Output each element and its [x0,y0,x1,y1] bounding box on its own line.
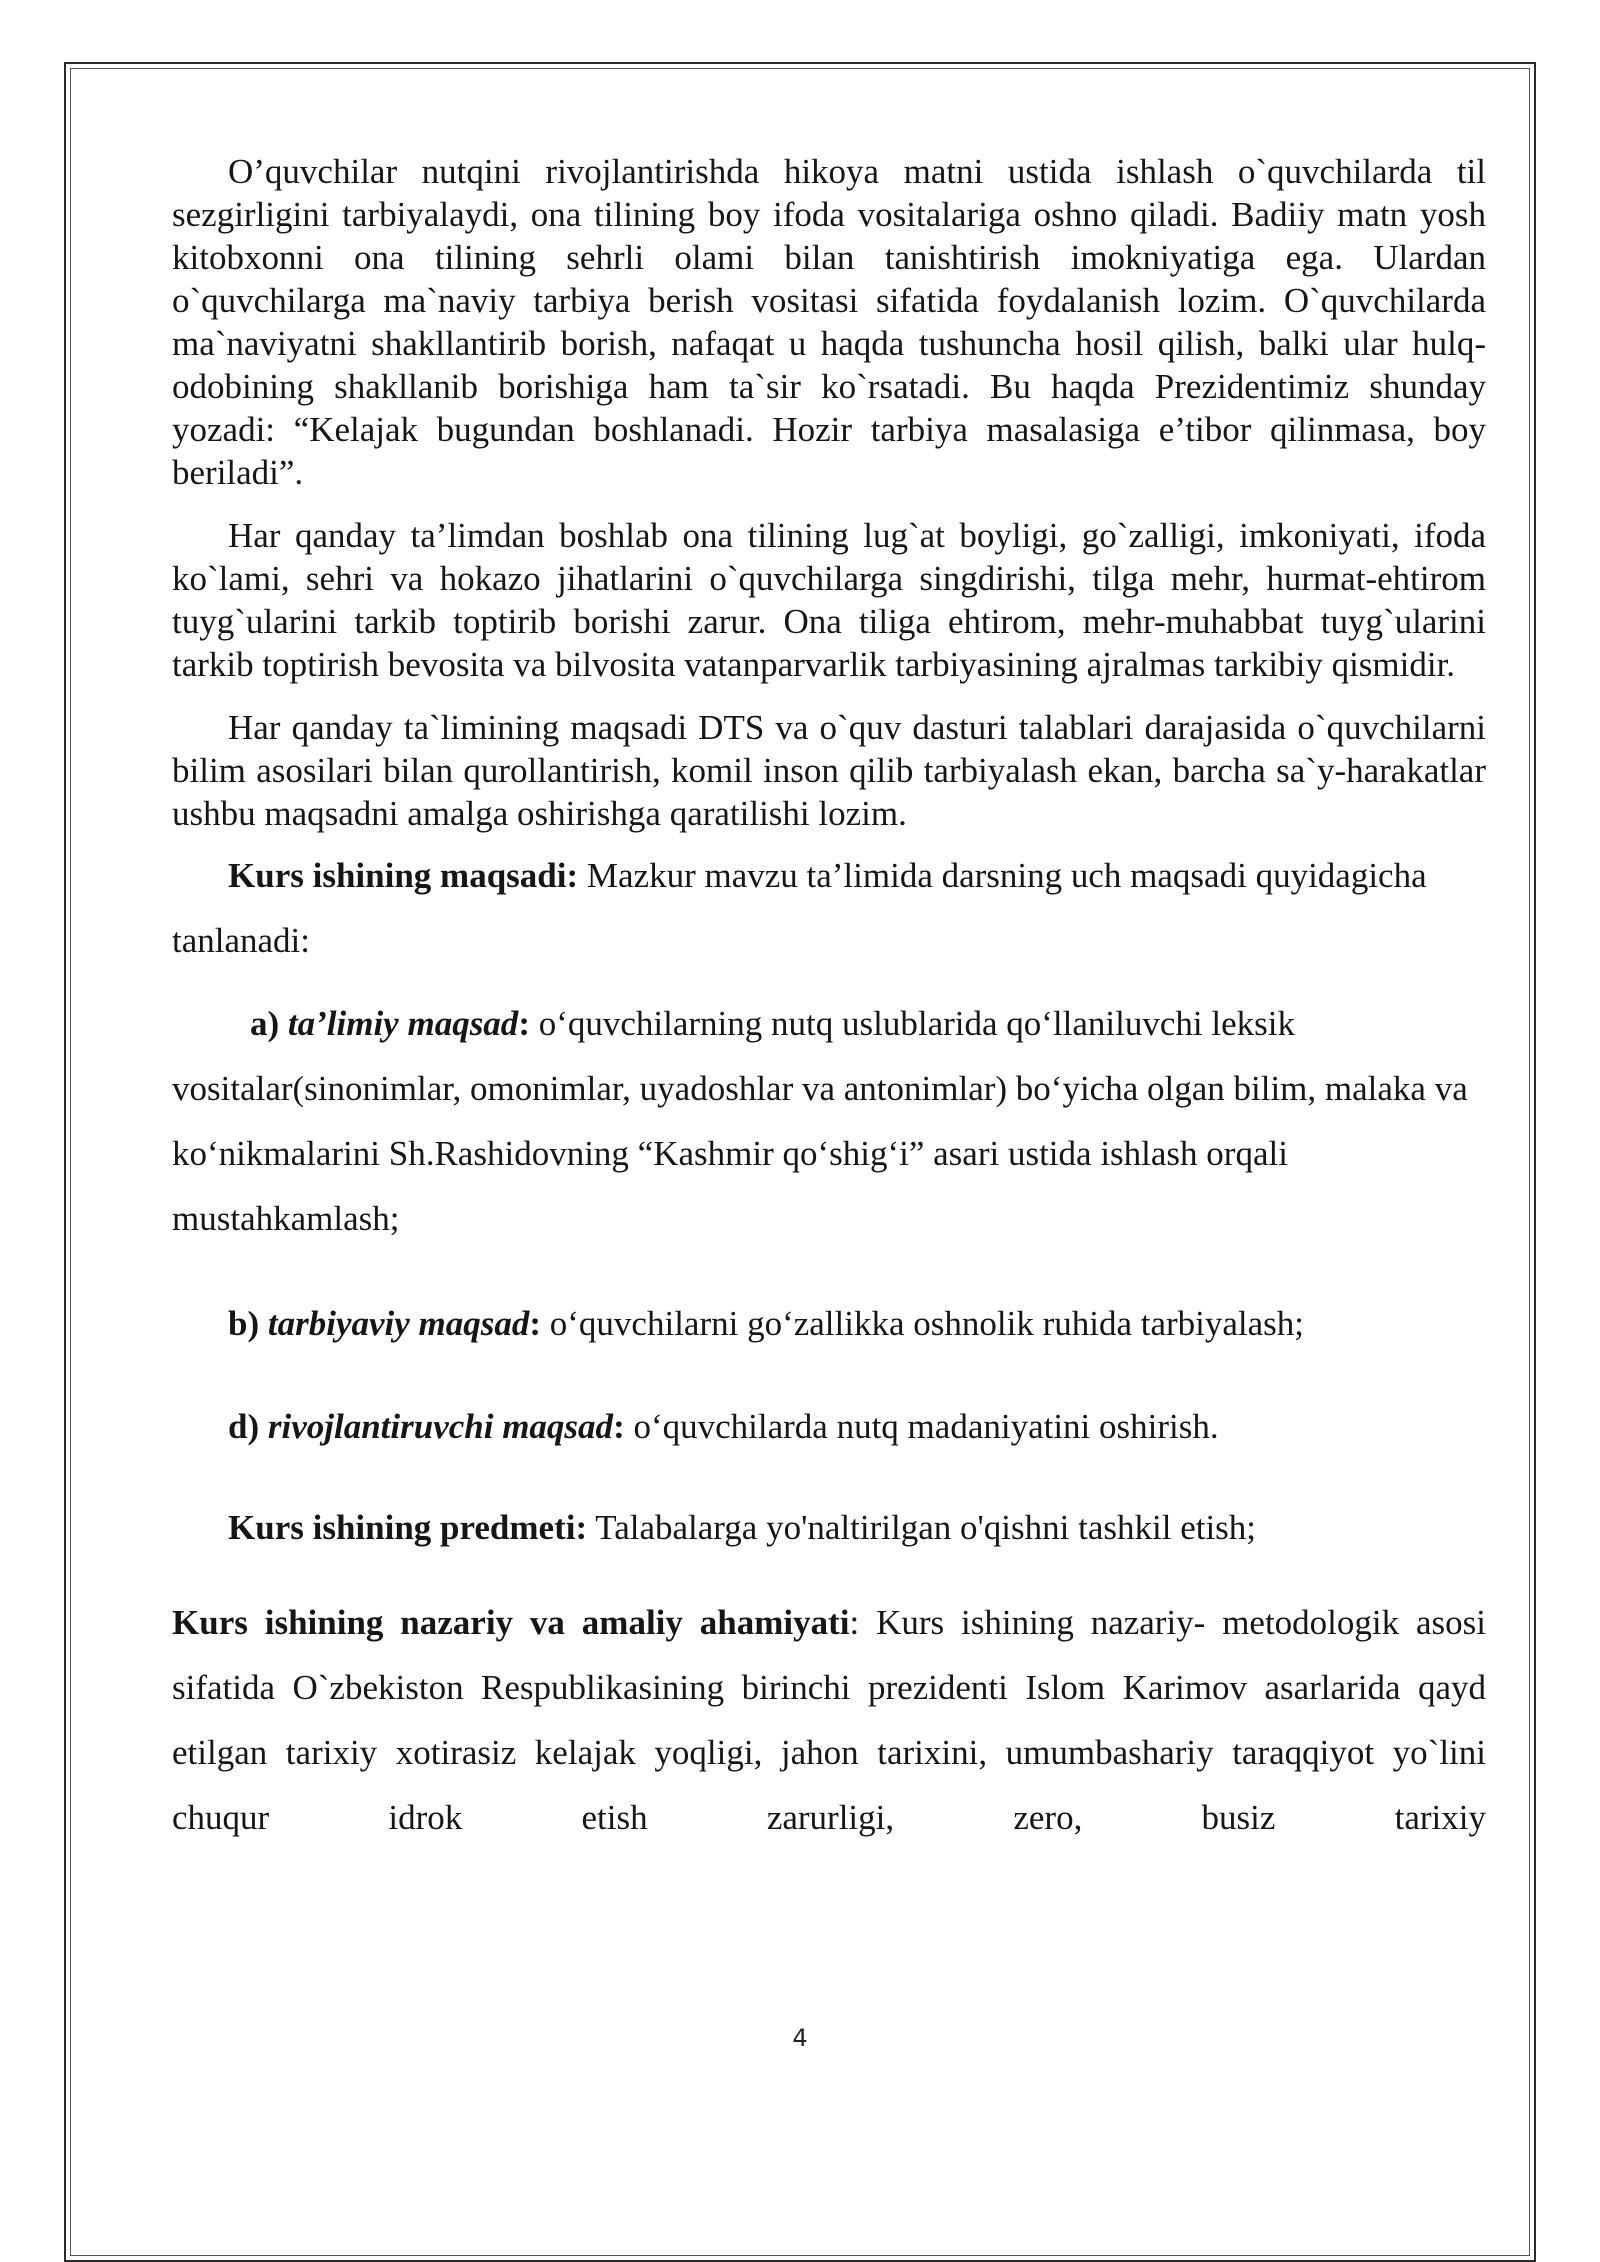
course-significance-heading: Kurs ishining nazariy va amaliy ahamiyati [172,1603,850,1642]
document-body [172,150,1486,1850]
paragraph-course-significance [172,1590,1486,1850]
goal-item-d [172,1394,1486,1459]
course-subject-text: Talabalarga yo'naltirilgan o'qishni tashkil etish; [587,1508,1257,1547]
page-number: 4 [792,2024,808,2052]
goal-d-colon: : [613,1407,625,1446]
goal-d-term: rivojlantiruvchi maqsad [267,1407,614,1446]
goal-a-label: a) [250,1004,280,1043]
goal-item-a [172,991,1486,1251]
goal-a-colon: : [518,1004,530,1043]
paragraph-course-goal [172,843,1486,973]
paragraph-education-goal: Har qanday ta`limining maqsadi DTS va o`quv dasturi talablari darajasida o`quvchilarni bilim asosilari bilan qurollantirish, komil inson qilib tarbiyalash ekan, barcha sa`y-harakatlar ushbu maqsadni amalga oshirishga qaratilishi lozim. [172,708,1486,833]
goal-a-text: o‘quvchilarning nutq uslublarida qo‘llaniluvchi leksik vositalar(sinonimlar, omonimlar, uyadoshlar va antonimlar) bo‘yicha olgan bilim, malaka va ko‘nikmalarini Sh.Rashidovning “Kashmir qo‘shig‘i” asari ustida ishlash orqali mustahkamlash; [172,1004,1468,1238]
goal-d-text: o‘quvchilarda nutq madaniyatini oshirish. [624,1407,1219,1446]
goal-item-b [172,1291,1486,1356]
goal-b-text: o‘quvchilarni go‘zallikka oshnolik ruhida tarbiyalash; [541,1304,1305,1343]
course-goal-text: Mazkur mavzu ta’limida darsning uch maqsadi quyidagicha tanlanadi: [172,856,1427,960]
paragraph-intro: O’quvchilar nutqini rivojlantirishda hikoya matni ustida ishlash o`quvchilarda til sezgirligini tarbiyalaydi, ona tilining boy ifoda vositalariga oshno qiladi. Badiiy matn yosh kitobxonni ona tilining sehrli olami bilan tanishtirish imokniyatiga ega. Ulardan o`quvchilarga ma`naviy tarbiya berish vositasi sifatida foydalanish lozim. O`quvchilarda ma`naviyatni shakllantirib borish, nafaqat u haqda tushuncha hosil qilish, balki ular hulq-odobining shakllanib borishiga ham ta`sir ko`rsatadi. Bu haqda Prezidentimiz shunday yozadi: “Kelajak bugundan boshlanadi. Hozir tarbiya masalasiga e’tibor qilinmasa, boy beriladi”. [172,152,1486,492]
course-goal-heading: Kurs ishining maqsadi: [228,856,579,895]
paragraph-course-subject [172,1495,1486,1560]
course-subject-heading: Kurs ishining predmeti: [228,1508,588,1547]
goal-a-term: ta’limiy maqsad [287,1004,519,1043]
goal-b-label: b) [228,1304,260,1343]
paragraph-native-language: Har qanday ta’limdan boshlab ona tilining lug`at boyligi, go`zalligi, imkoniyati, ifoda ko`lami, sehri va hokazo jihatlarini o`quvchilarga singdirishi, tilga mehr, hurmat-ehtirom tuyg`ularini tarkib toptirib borishi zarur. Ona tiliga ehtirom, mehr-muhabbat tuyg`ularini tarkib toptirish bevosita va bilvosita vatanparvarlik tarbiyasining ajralmas tarkibiy qismidir. [172,516,1486,684]
course-significance-text: : Kurs ishining nazariy- metodologik asosi sifatida O`zbekiston Respublikasining birinchi prezidenti Islom Karimov asarlarida qayd etilgan tarixiy xotirasiz kelajak yoqligi, jahon tarixini, umumbashariy taraqqiyot yo`lini chuqur idrok etish zarurligi, zero, busiz tarixiy [172,1603,1487,1837]
goal-d-label: d) [228,1407,260,1446]
goal-b-term: tarbiyaviy maqsad [267,1304,530,1343]
goal-b-colon: : [529,1304,542,1343]
